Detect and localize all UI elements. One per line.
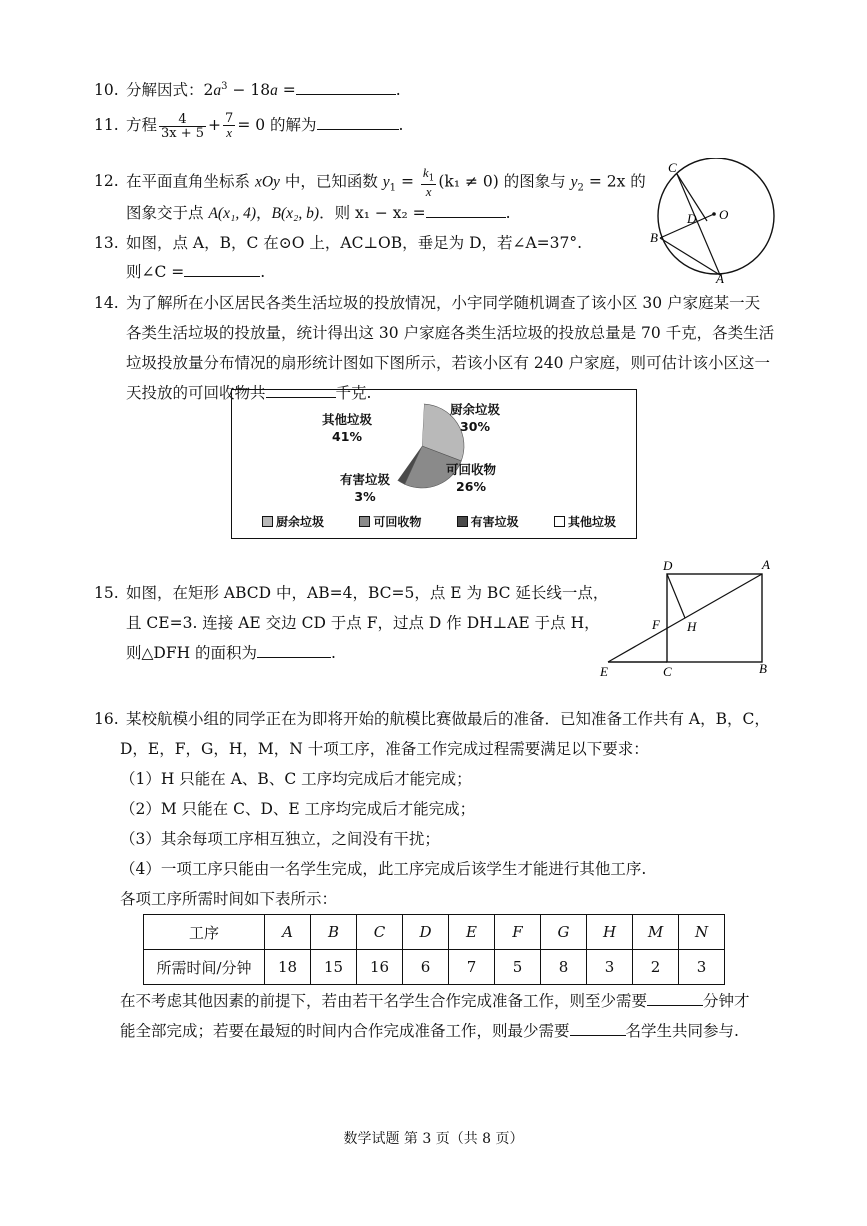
q16-line1: 某校航模小组的同学正在为即将开始的航模比赛做最后的准备．已知准备工作共有 A，B，C， bbox=[126, 710, 770, 728]
legend-hazardous bbox=[457, 513, 519, 530]
legend-swatch-hazardous bbox=[457, 516, 468, 527]
q16-number: 16. bbox=[94, 710, 119, 728]
rect-abcd bbox=[667, 574, 762, 662]
question-12-line1 bbox=[94, 166, 646, 199]
q12-y2-eq: = 2x 的 bbox=[583, 172, 646, 191]
q11-frac1-den: 3x + 5 bbox=[161, 125, 205, 141]
table-row-process bbox=[144, 915, 725, 950]
table-cell: E bbox=[449, 915, 495, 950]
pie-label-hazardous-name: 有害垃圾 bbox=[340, 472, 391, 487]
q15-line2: 且 CE=3. 连接 AE 交边 CD 于点 F，过点 D 作 DH⊥AE 于点 H， bbox=[126, 614, 600, 632]
q12-kden: x bbox=[425, 183, 432, 199]
legend-text-hazardous: 有害垃圾 bbox=[470, 515, 519, 529]
q15-answer-blank[interactable] bbox=[257, 643, 331, 658]
table-head-process: 工序 bbox=[144, 915, 265, 950]
table-row-time bbox=[144, 950, 725, 985]
question-16 bbox=[94, 704, 770, 914]
process-time-table bbox=[143, 914, 725, 985]
q12-end: . bbox=[505, 204, 511, 222]
question-12-line2 bbox=[126, 203, 511, 222]
legend-text-kitchen: 厨余垃圾 bbox=[276, 515, 325, 529]
table-cell: M bbox=[633, 915, 679, 950]
segment-ba bbox=[660, 238, 720, 275]
q12-number: 12. bbox=[94, 172, 119, 191]
table-cell: 18 bbox=[265, 950, 311, 985]
pie-label-kitchen-pct: 30% bbox=[460, 418, 490, 434]
q10-answer-blank[interactable] bbox=[296, 80, 396, 95]
q13-number: 13. bbox=[94, 234, 119, 252]
question-11 bbox=[94, 112, 403, 140]
q12-point-a: A(x₁, 4) bbox=[208, 205, 256, 222]
fig15-label-h: H bbox=[687, 619, 697, 634]
table-cell: B bbox=[311, 915, 357, 950]
q11-plus: + bbox=[208, 116, 222, 134]
q14-number: 14. bbox=[94, 294, 119, 312]
q12-y2-sub: 2 bbox=[577, 182, 584, 194]
q11-number: 11. bbox=[94, 116, 119, 134]
legend-kitchen bbox=[262, 513, 324, 530]
table-cell: F bbox=[495, 915, 541, 950]
table-cell: 15 bbox=[311, 950, 357, 985]
table-cell: 8 bbox=[541, 950, 587, 985]
question-10 bbox=[94, 80, 401, 99]
label-b: B bbox=[650, 230, 658, 245]
q15-end: . bbox=[331, 644, 336, 662]
q16-req-3: （3）其余每项工序相互独立，之间没有干扰； bbox=[120, 830, 440, 848]
q11-frac2-num: 7 bbox=[225, 111, 234, 126]
q16-tail2-b: 名学生共同参与. bbox=[625, 1022, 739, 1040]
label-a: A bbox=[716, 271, 724, 283]
legend-recyclable bbox=[359, 513, 421, 530]
q16-tail2-a: 能全部完成；若要在最短的时间内合作完成准备工作，则最少需要 bbox=[120, 1022, 570, 1040]
q16-answer-blank-2[interactable] bbox=[570, 1021, 626, 1036]
legend-text-other: 其他垃圾 bbox=[567, 515, 616, 529]
q16-answer-blank-1[interactable] bbox=[647, 991, 703, 1006]
q16-line2: D，E，F，G，H，M，N 十项工序，准备工作完成过程需要满足以下要求： bbox=[120, 740, 649, 758]
label-d: D bbox=[687, 211, 697, 226]
center-o bbox=[712, 212, 716, 216]
q12-k: k bbox=[422, 165, 429, 180]
q13-answer-blank[interactable] bbox=[184, 262, 260, 277]
q16-req-4: （4）一项工序只能由一名学生完成，此工序完成后该学生才能进行其他工序. bbox=[120, 860, 647, 878]
q13-end: . bbox=[260, 263, 266, 281]
legend-other bbox=[554, 513, 616, 530]
q16-table-intro: 各项工序所需时间如下表所示： bbox=[120, 890, 338, 908]
pie-label-other-pct: 41% bbox=[332, 428, 362, 444]
q12-point-b: B(x₂, b) bbox=[271, 205, 320, 222]
circle-o bbox=[658, 158, 774, 274]
table-cell: A bbox=[265, 915, 311, 950]
pie-chart-box bbox=[231, 389, 637, 539]
q14-line1: 为了解所在小区居民各类生活垃圾的投放情况，小宇同学随机调查了该小区 30 户家庭某一天 bbox=[126, 294, 761, 312]
table-cell: H bbox=[587, 915, 633, 950]
q10-var2: a bbox=[270, 82, 278, 99]
table-cell: G bbox=[541, 915, 587, 950]
q10-number: 10. bbox=[94, 81, 119, 99]
question-13-line2 bbox=[126, 262, 265, 281]
pie-label-other bbox=[322, 412, 372, 446]
q11-tail: = 0 的解为 bbox=[237, 116, 317, 134]
q14-line4-b: 千克. bbox=[335, 384, 372, 402]
q12-k-sub: 1 bbox=[428, 173, 435, 184]
q16-tail1-a: 在不考虑其他因素的前提下，若由若干名学生合作完成准备工作，则至少需要 bbox=[120, 992, 648, 1010]
table-cell: 6 bbox=[403, 950, 449, 985]
table-head-time: 所需时间/分钟 bbox=[144, 950, 265, 985]
q16-tail1-b: 分钟才 bbox=[703, 992, 750, 1010]
q14-line3: 垃圾投放量分布情况的扇形统计图如下图所示，若该小区有 240 户家庭，则可估计该小区这一 bbox=[126, 354, 770, 372]
label-c: C bbox=[668, 160, 677, 175]
q12-frac bbox=[421, 166, 437, 199]
pie-legend bbox=[262, 513, 616, 530]
q10-exp: 3 bbox=[221, 80, 228, 92]
q11-end: . bbox=[398, 116, 404, 134]
legend-swatch-recyclable bbox=[359, 516, 370, 527]
question-16-tail bbox=[120, 986, 750, 1046]
table-cell: D bbox=[403, 915, 449, 950]
q12-line2-a: 图象交于点 bbox=[126, 204, 209, 222]
q10-coef: 2 bbox=[203, 81, 214, 99]
q12-eq: = bbox=[396, 172, 419, 191]
pie-label-hazardous bbox=[340, 472, 390, 506]
legend-text-recyclable: 可回收物 bbox=[373, 515, 422, 529]
pie-label-other-name: 其他垃圾 bbox=[322, 412, 373, 427]
table-cell: 7 bbox=[449, 950, 495, 985]
q15-line3: 则△DFH 的面积为 bbox=[126, 644, 258, 662]
q11-frac2 bbox=[223, 112, 235, 140]
question-13-line1 bbox=[94, 236, 582, 252]
pie-label-hazardous-pct: 3% bbox=[354, 488, 376, 504]
q12-y1-sub: 1 bbox=[389, 182, 397, 194]
page-footer: 数学试题 第 3 页（共 8 页） bbox=[343, 1131, 524, 1147]
legend-swatch-kitchen bbox=[262, 516, 273, 527]
segment-dh bbox=[667, 574, 685, 618]
fig15-label-b: B bbox=[759, 661, 767, 676]
pie-label-recyclable-pct: 26% bbox=[456, 478, 486, 494]
q11-frac1 bbox=[159, 113, 206, 140]
table-cell: 3 bbox=[587, 950, 633, 985]
q12-y1: y bbox=[382, 173, 390, 191]
q10-var: a bbox=[213, 82, 222, 99]
q12-line2-b: ．则 x₁ − x₂ = bbox=[319, 204, 426, 222]
q12-text-b: 中，已知函数 bbox=[279, 172, 383, 191]
label-o: O bbox=[719, 207, 729, 222]
figure-13-circle bbox=[650, 158, 780, 283]
q15-number: 15. bbox=[94, 584, 119, 602]
table-cell: 2 bbox=[633, 950, 679, 985]
pie-label-recyclable bbox=[446, 462, 496, 496]
q16-req-1: （1）H 只能在 A、B、C 工序均完成后才能完成； bbox=[120, 770, 472, 788]
fig15-label-c: C bbox=[663, 664, 672, 679]
question-15 bbox=[94, 578, 608, 668]
table-cell: N bbox=[679, 915, 725, 950]
figure-15-rectangle bbox=[596, 556, 776, 680]
q10-text: 分解因式： bbox=[126, 81, 204, 99]
q12-comma: ， bbox=[256, 204, 272, 222]
fig15-label-a: A bbox=[762, 557, 770, 572]
q10-end: . bbox=[395, 81, 401, 99]
q16-req-2: （2）M 只能在 C、D、E 工序均完成后才能完成； bbox=[120, 800, 476, 818]
q11-frac1-num: 4 bbox=[159, 113, 206, 127]
fig15-label-d: D bbox=[663, 558, 673, 573]
q12-y2: y bbox=[570, 173, 578, 191]
q15-line1: 如图，在矩形 ABCD 中，AB=4，BC=5，点 E 为 BC 延长线一点， bbox=[126, 584, 609, 602]
table-cell: C bbox=[357, 915, 403, 950]
q13-line2: 则∠C = bbox=[126, 263, 185, 281]
q11-frac2-den: x bbox=[226, 125, 233, 140]
pie-label-recyclable-name: 可回收物 bbox=[446, 462, 497, 477]
q11-text: 方程 bbox=[126, 116, 158, 134]
fig15-label-e: E bbox=[600, 664, 608, 679]
q13-text: 如图，点 A，B，C 在⊙O 上，AC⊥OB，垂足为 D，若∠A=37°. bbox=[126, 234, 583, 252]
fig15-label-f: F bbox=[652, 617, 660, 632]
q12-cond: (k₁ ≠ 0) 的图象与 bbox=[438, 172, 571, 191]
table-cell: 5 bbox=[495, 950, 541, 985]
q12-text-a: 在平面直角坐标系 bbox=[126, 172, 255, 191]
pie-label-kitchen bbox=[450, 402, 500, 436]
table-cell: 16 bbox=[357, 950, 403, 985]
q12-xoy: xOy bbox=[254, 173, 280, 191]
q10-mid: − 18 bbox=[227, 81, 271, 99]
segment-ca bbox=[677, 174, 720, 275]
q14-line4-a: 天投放的可回收物共 bbox=[126, 384, 266, 402]
q11-answer-blank[interactable] bbox=[317, 115, 399, 130]
legend-swatch-other bbox=[554, 516, 565, 527]
q10-eq: = bbox=[277, 81, 296, 99]
q12-answer-blank[interactable] bbox=[426, 203, 506, 218]
q14-line2: 各类生活垃圾的投放量，统计得出这 30 户家庭各类生活垃圾的投放总量是 70 千克，各类生活 bbox=[126, 324, 775, 342]
table-cell: 3 bbox=[679, 950, 725, 985]
pie-label-kitchen-name: 厨余垃圾 bbox=[450, 402, 501, 417]
